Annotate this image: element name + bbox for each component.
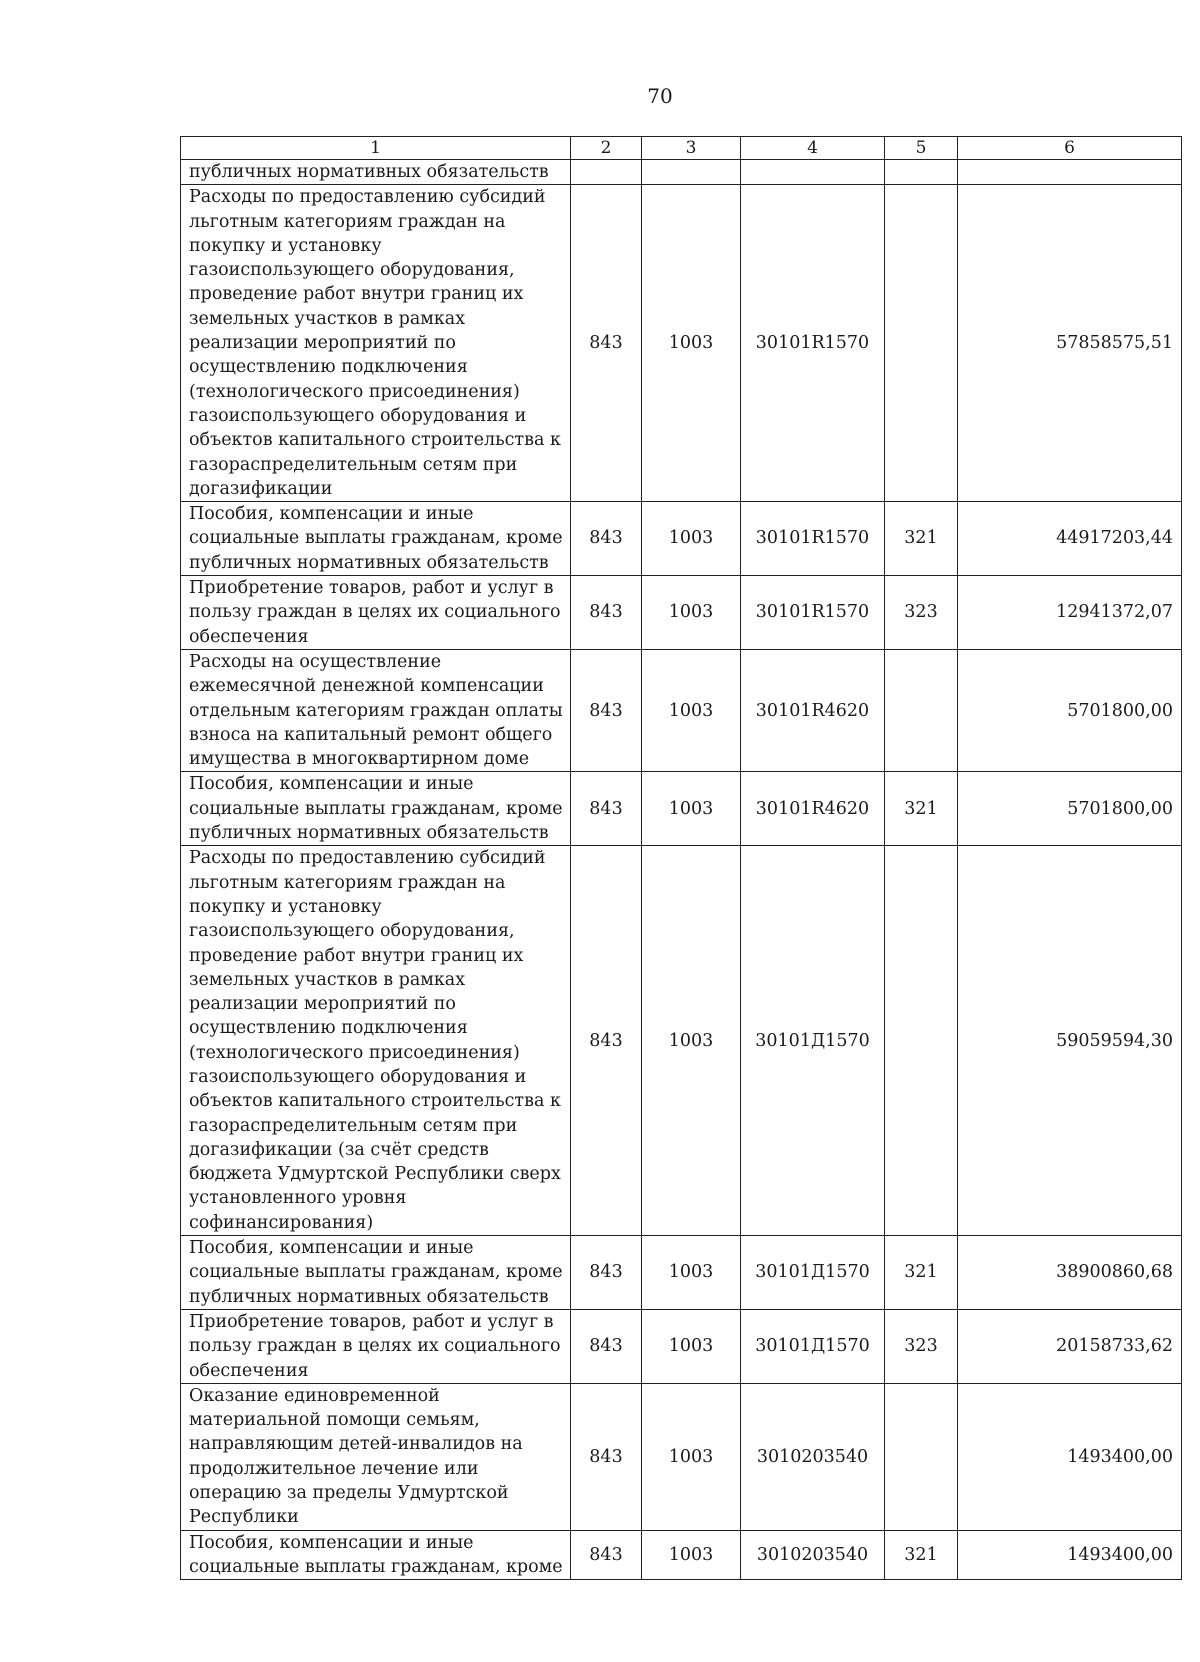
table-row: [181, 502, 1182, 576]
column-header: 3: [642, 137, 741, 160]
cell-ministry-code: 843: [571, 772, 642, 846]
header-row: [181, 137, 1182, 160]
cell-expense-type: 323: [885, 1309, 958, 1383]
cell-expense-type: [885, 846, 958, 1236]
cell-ministry-code: 843: [571, 1309, 642, 1383]
cell-target-code: 30101Д1570: [741, 1236, 885, 1310]
cell-target-code: 30101R1570: [741, 576, 885, 650]
row-description: Приобретение товаров, работ и услуг в пользу граждан в целях их социального обеспечения: [181, 1309, 571, 1383]
cell-ministry-code: 843: [571, 846, 642, 1236]
cell-target-code: 30101Д1570: [741, 846, 885, 1236]
table-row: [181, 649, 1182, 771]
cell-ministry-code: 843: [571, 1383, 642, 1530]
cell-expense-type: 321: [885, 502, 958, 576]
cell-ministry-code: 843: [571, 185, 642, 502]
table-row: [181, 576, 1182, 650]
row-description: Расходы по предоставлению субсидий льготным категориям граждан на покупку и установку газоиспользующего оборудования, проведение работ внутри границ их земельных участков в рамках реализации мероприятий по осуществлению подключения (технологического присоединения) газоиспользующего оборудования и объектов капитального строительства к газораспределительным сетям при догазификации: [181, 185, 571, 502]
cell-section-code: 1003: [642, 1309, 741, 1383]
row-description: публичных нормативных обязательств: [181, 160, 571, 185]
row-description: Приобретение товаров, работ и услуг в пользу граждан в целях их социального обеспечения: [181, 576, 571, 650]
row-description: Пособия, компенсации и иные социальные выплаты гражданам, кроме публичных нормативных обязательств: [181, 1236, 571, 1310]
cell-ministry-code: [571, 160, 642, 185]
row-description: Оказание единовременной материальной помощи семьям, направляющим детей-инвалидов на продолжительное лечение или операцию за пределы Удмуртской Республики: [181, 1383, 571, 1530]
cell-expense-type: 321: [885, 772, 958, 846]
cell-amount: 5701800,00: [958, 772, 1182, 846]
cell-target-code: 30101R1570: [741, 185, 885, 502]
row-description: Расходы по предоставлению субсидий льготным категориям граждан на покупку и установку газоиспользующего оборудования, проведение работ внутри границ их земельных участков в рамках реализации мероприятий по осуществлению подключения (технологического присоединения) газоиспользующего оборудования и объектов капитального строительства к газораспределительным сетям при догазификации (за счёт средств бюджета Удмуртской Республики сверх установленного уровня софинансирования): [181, 846, 571, 1236]
table-row: [181, 1383, 1182, 1530]
table-row: [181, 1309, 1182, 1383]
table-row: [181, 185, 1182, 502]
cell-target-code: 30101R1570: [741, 502, 885, 576]
cell-ministry-code: 843: [571, 1236, 642, 1310]
cell-section-code: 1003: [642, 1383, 741, 1530]
cell-section-code: [642, 160, 741, 185]
cell-section-code: 1003: [642, 846, 741, 1236]
cell-expense-type: 321: [885, 1530, 958, 1580]
cell-expense-type: [885, 1383, 958, 1530]
cell-target-code: 30101R4620: [741, 772, 885, 846]
cell-section-code: 1003: [642, 1236, 741, 1310]
cell-amount: 1493400,00: [958, 1383, 1182, 1530]
cell-amount: 44917203,44: [958, 502, 1182, 576]
cell-expense-type: [885, 185, 958, 502]
cell-section-code: 1003: [642, 185, 741, 502]
page-number: 70: [647, 84, 673, 108]
cell-amount: 1493400,00: [958, 1530, 1182, 1580]
cell-amount: 59059594,30: [958, 846, 1182, 1236]
cell-section-code: 1003: [642, 502, 741, 576]
cell-amount: 20158733,62: [958, 1309, 1182, 1383]
cell-amount: 12941372,07: [958, 576, 1182, 650]
cell-ministry-code: 843: [571, 502, 642, 576]
cell-target-code: 3010203540: [741, 1530, 885, 1580]
cell-amount: [958, 160, 1182, 185]
cell-expense-type: 321: [885, 1236, 958, 1310]
cell-target-code: 3010203540: [741, 1383, 885, 1530]
cell-section-code: 1003: [642, 649, 741, 771]
row-description: Расходы на осуществление ежемесячной денежной компенсации отдельным категориям граждан оплаты взноса на капитальный ремонт общего имущества в многоквартирном доме: [181, 649, 571, 771]
cell-target-code: 30101Д1570: [741, 1309, 885, 1383]
cell-section-code: 1003: [642, 1530, 741, 1580]
cell-ministry-code: 843: [571, 576, 642, 650]
table-row: [181, 1530, 1182, 1580]
cell-section-code: 1003: [642, 576, 741, 650]
column-header: 5: [885, 137, 958, 160]
cell-target-code: 30101R4620: [741, 649, 885, 771]
row-description: Пособия, компенсации и иные социальные выплаты гражданам, кроме публичных нормативных обязательств: [181, 772, 571, 846]
cell-expense-type: 323: [885, 576, 958, 650]
cell-ministry-code: 843: [571, 649, 642, 771]
cell-expense-type: [885, 160, 958, 185]
row-description: Пособия, компенсации и иные социальные выплаты гражданам, кроме: [181, 1530, 571, 1580]
table-row: [181, 846, 1182, 1236]
cell-amount: 57858575,51: [958, 185, 1182, 502]
cell-ministry-code: 843: [571, 1530, 642, 1580]
cell-section-code: 1003: [642, 772, 741, 846]
table-row: [181, 772, 1182, 846]
cell-amount: 5701800,00: [958, 649, 1182, 771]
cell-expense-type: [885, 649, 958, 771]
column-header: 2: [571, 137, 642, 160]
column-header: 4: [741, 137, 885, 160]
cell-amount: 38900860,68: [958, 1236, 1182, 1310]
table-row: [181, 160, 1182, 185]
column-header: 6: [958, 137, 1182, 160]
column-header: 1: [181, 137, 571, 160]
budget-table: [180, 136, 1182, 1580]
row-description: Пособия, компенсации и иные социальные выплаты гражданам, кроме публичных нормативных обязательств: [181, 502, 571, 576]
cell-target-code: [741, 160, 885, 185]
table-row: [181, 1236, 1182, 1310]
